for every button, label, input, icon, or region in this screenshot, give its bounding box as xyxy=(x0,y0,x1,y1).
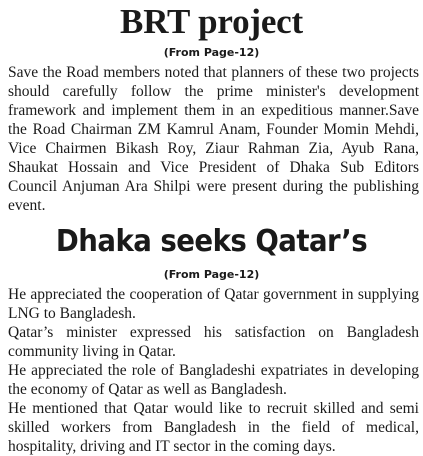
paragraph: He mentioned that Qatar would like to recruit skilled and semi skilled workers from Bangladesh in the field of medical, hospitality, driving and IT sector in the coming days. xyxy=(8,400,419,455)
paragraph: He appreciated the cooperation of Qatar government in supplying LNG to Bangladesh. xyxy=(8,286,419,322)
article-body xyxy=(8,285,419,456)
article-dhaka-seeks-qatar xyxy=(0,220,423,456)
dateline: (From Page-12) xyxy=(163,46,260,59)
dateline: (From Page-12) xyxy=(163,268,260,281)
headline: Dhaka seeks Qatar’s xyxy=(55,224,368,259)
paragraph: Save the Road members noted that planners of these two projects should carefully follow the prime minister's development framework and implement them in an expeditious manner.Save the Road Chairman ZM Kamrul Anam, Founder Momin Mehdi, Vice Chairmen Bikash Roy, Ziaur Rahman Zia, Ayub Rana, Shaukat Hossain and Vice President of Dhaka Sub Editors Council Anjuman Ara Shilpi were present during the publishing event. xyxy=(8,64,419,214)
article-brt-project xyxy=(0,0,423,215)
article-body xyxy=(8,63,419,215)
paragraph: Qatar’s minister expressed his satisfaction on Bangladesh community living in Qatar. xyxy=(8,324,419,360)
paragraph: He appreciated the role of Bangladeshi expatriates in developing the economy of Qatar as well as Bangladesh. xyxy=(8,362,419,398)
headline: BRT project xyxy=(120,2,303,41)
